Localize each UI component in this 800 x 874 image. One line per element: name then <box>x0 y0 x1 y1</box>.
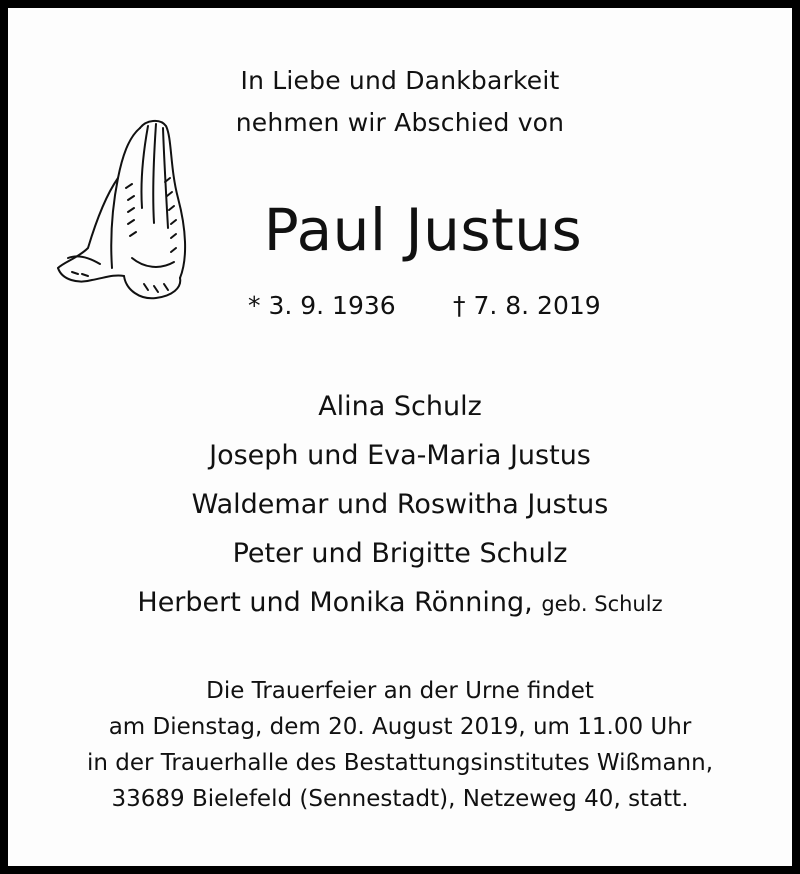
service-line-1: Die Trauerfeier an der Urne findet <box>206 678 594 704</box>
mourner-5-name: Herbert und Monika Rönning, <box>137 587 533 618</box>
intro-line-1: In Liebe und Dankbarkeit <box>240 66 560 95</box>
mourner-5 <box>8 587 792 618</box>
intro-line-2: nehmen wir Abschied von <box>235 108 565 137</box>
service-line-4: 33689 Bielefeld (Sennestadt), Netzeweg 40, statt. <box>111 786 689 812</box>
birth-date: * 3. 9. 1936 <box>248 291 396 320</box>
praying-hands-icon <box>48 108 208 308</box>
mourner-3: Waldemar und Roswitha Justus <box>191 489 609 520</box>
death-date: † 7. 8. 2019 <box>453 291 601 320</box>
mourner-1: Alina Schulz <box>318 391 482 422</box>
mourner-4: Peter und Brigitte Schulz <box>232 538 568 569</box>
mourner-5-note: geb. Schulz <box>541 592 663 616</box>
service-line-3: in der Trauerhalle des Bestattungsinstitutes Wißmann, <box>86 750 714 776</box>
deceased-name: Paul Justus <box>263 196 583 264</box>
obituary-card <box>8 8 792 866</box>
service-line-2: am Dienstag, dem 20. August 2019, um 11.00 Uhr <box>108 714 692 740</box>
mourner-2: Joseph und Eva-Maria Justus <box>209 440 591 471</box>
